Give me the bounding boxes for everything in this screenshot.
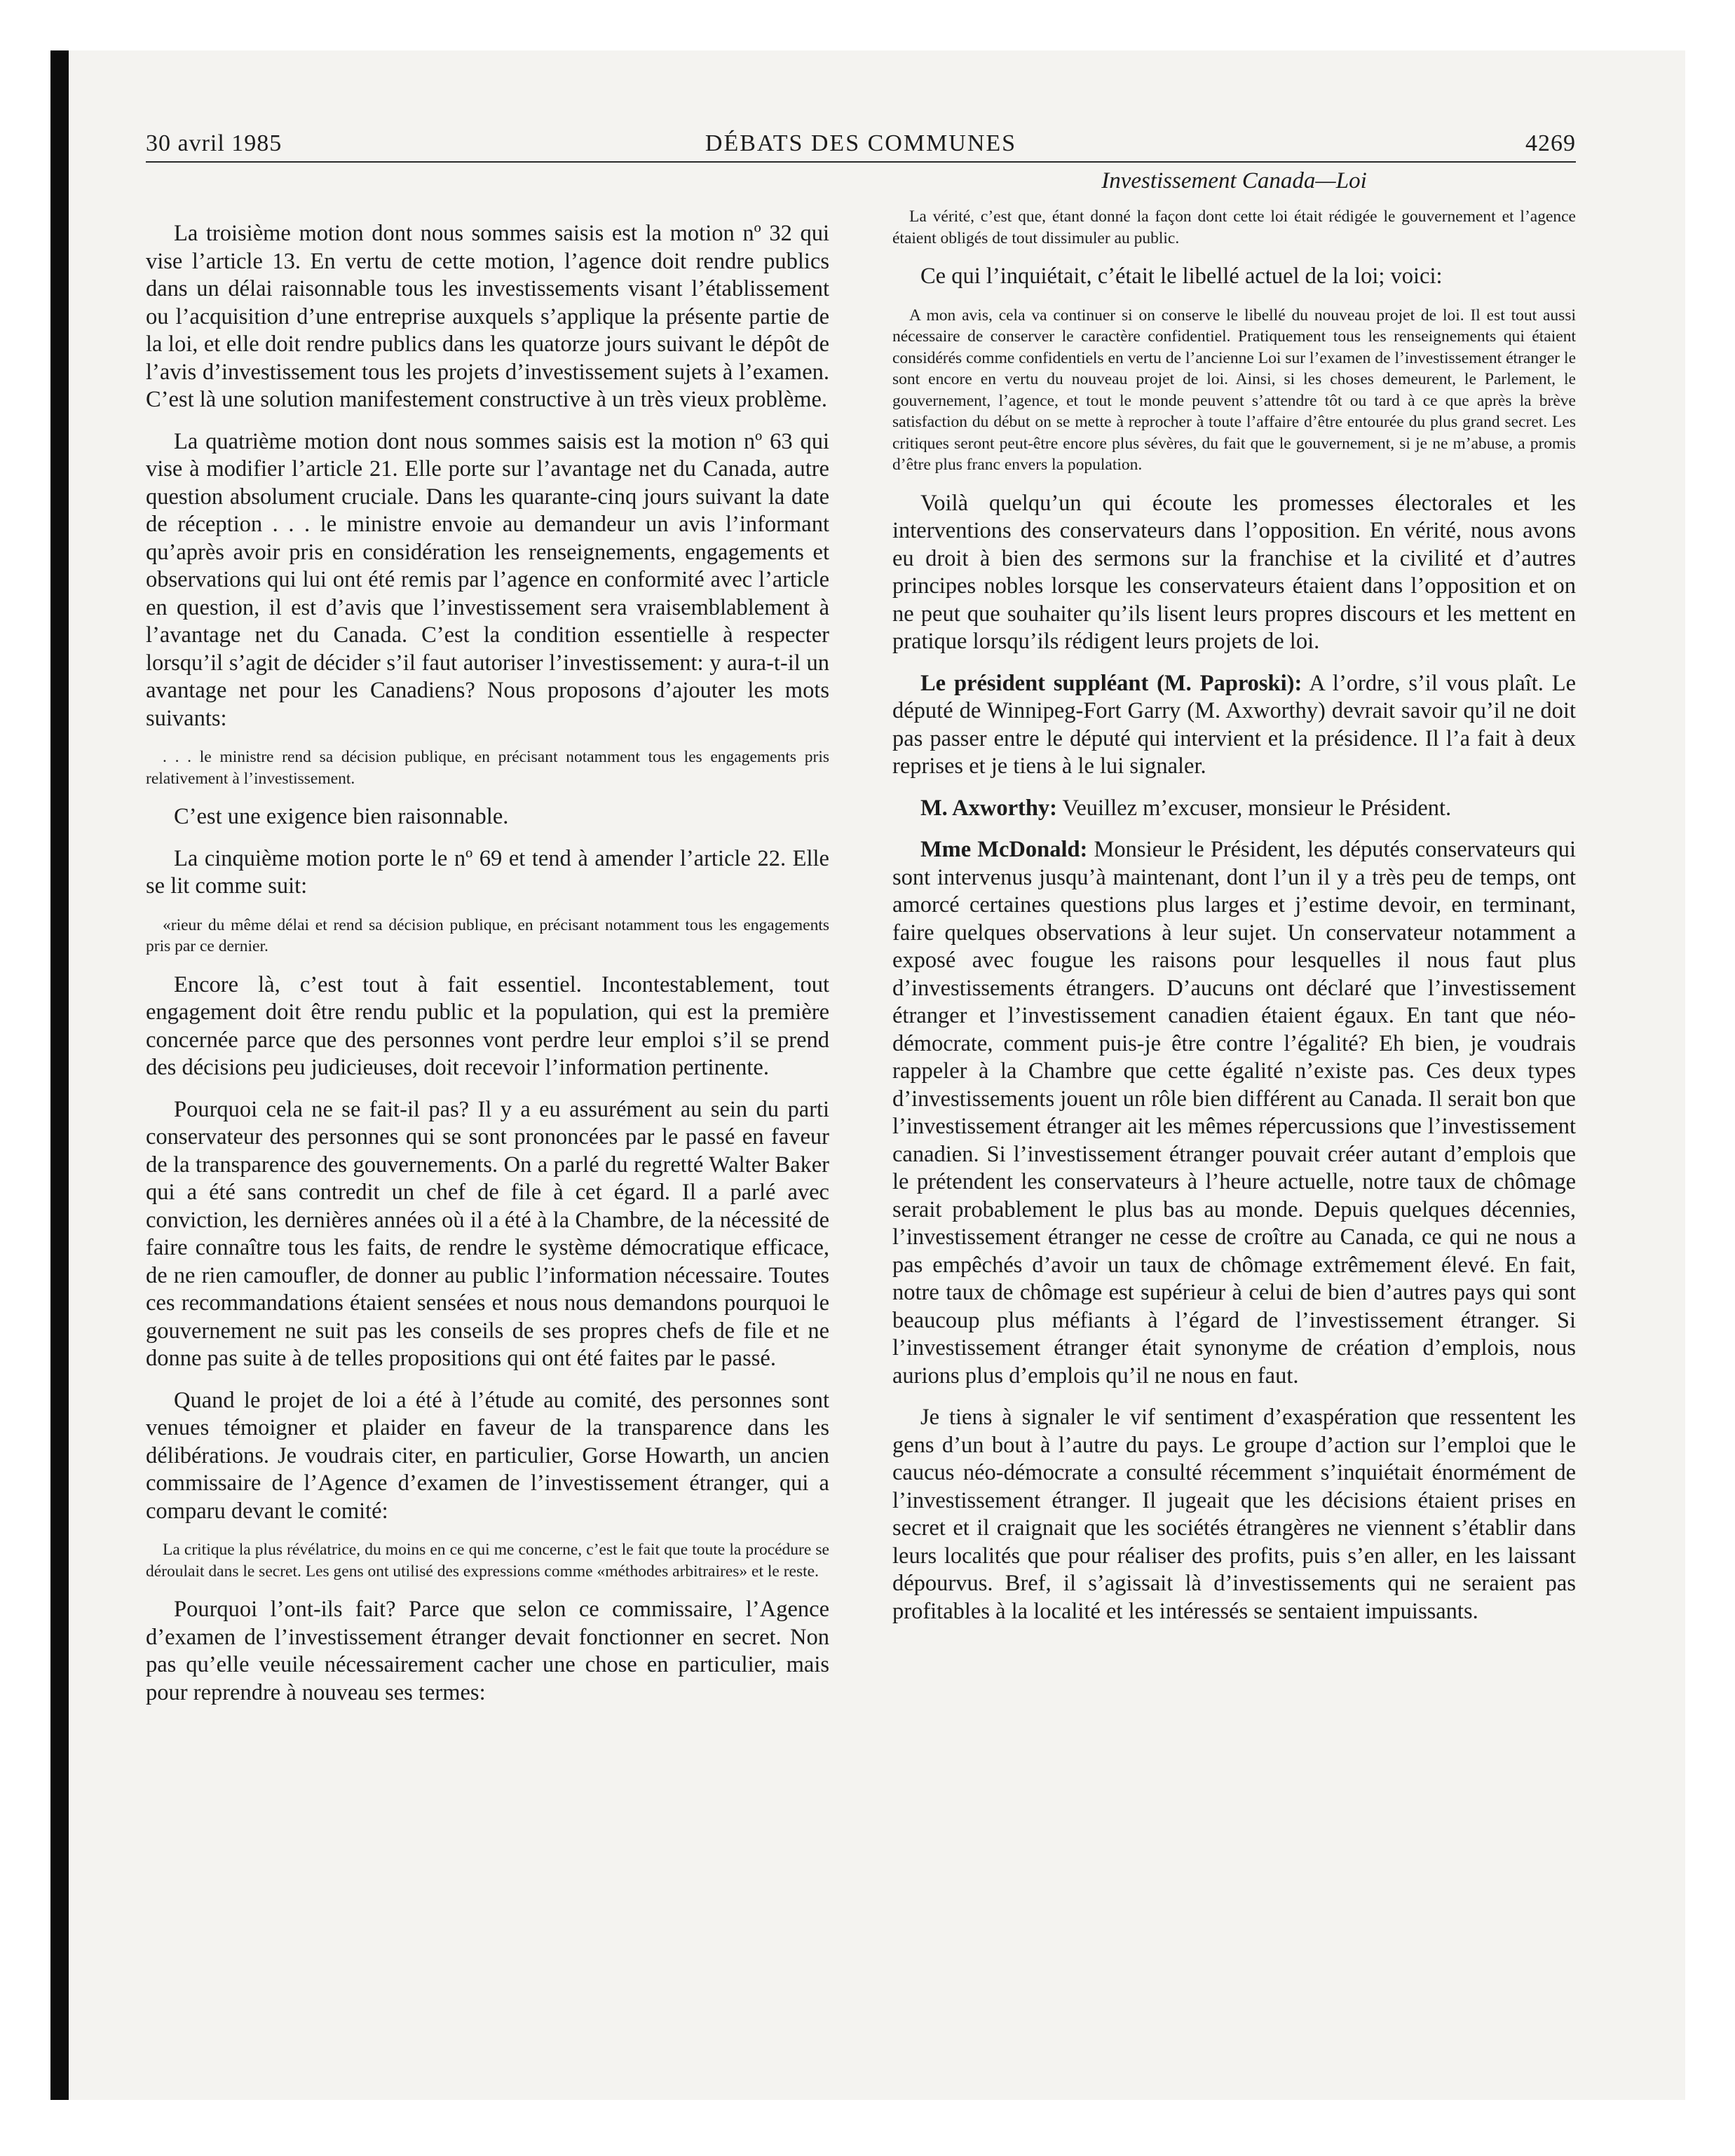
paragraph: Quand le projet de loi a été à l’étude au comité, des personnes sont venues témoigner et plaider en faveur de la transparence dans les délibérations. Je voudrais citer, en particulier, Gorse Howarth, un ancien commissaire de l’Agence d’examen de l’investissement étranger, qui a comparu devant le comité: [146,1387,829,1524]
speaker-name: Le président suppléant (M. Paproski): [920,670,1302,696]
quoted-passage: A mon avis, cela va continuer si on conserve le libellé du nouveau projet de loi. Il est tout aussi nécessaire de conserver le caractère confidentiel. Pratiquement tous les renseignements qui étaient considérés comme confidentiels en vertu de l’ancienne Loi sur l’examen de l’investissement étranger le sont encore en vertu du nouveau projet de loi. Ainsi, si les choses demeurent, le Parlement, le gouvernement, l’agence, et tout le monde peuvent s’attendre tôt ou tard à ce que après la brève satisfaction du début on se mette à reprocher à toute l’affaire d’être entourée du plus grand secret. Les critiques seront peut-être encore plus sévères, du fait que le gouvernement, si je ne m’abuse, a promis d’être plus franc envers la population. [892,306,1576,474]
speaker-name: Mme McDonald: [920,837,1088,862]
paragraph: La cinquième motion porte le nº 69 et tend à amender l’article 22. Elle se lit comme suit: [146,845,829,899]
quoted-passage: . . . le ministre rend sa décision publique, en précisant notamment tous les engagements pris relativement à l’investissement. [146,748,829,788]
page-content [146,128,1577,1705]
speech-text: A l’ordre, s’il vous plaît. Le député de Winnipeg-Fort Garry (M. Axworthy) devrait savoir qu’il ne doit pas passer entre le député qui intervient et la présidence. Il l’a fait à deux reprises et je tiens à le lui signaler. [892,670,1576,779]
document-page [69,50,1685,2100]
speech-paragraph [892,836,1576,1390]
scan-edge [50,50,69,2100]
paragraph: La quatrième motion dont nous sommes saisis est la motion nº 63 qui vise à modifier l’article 21. Elle porte sur l’avantage net du Canada, autre question absolument cruciale. Dans les quarante-cinq jours suivant la date de réception . . . le ministre envoie au demandeur un avis l’informant qu’après avoir pris en considération les renseignements, engagements et observations qui lui ont été remis par l’agence en conformité avec l’article en question, il est d’avis que l’investissement sera vraisemblablement à l’avantage net du Canada. C’est la condition essentielle à respecter lorsqu’il s’agit de décider s’il faut autoriser l’investissement: y aura-t-il un avantage net pour les Canadiens? Nous proposons d’ajouter les mots suivants: [146,428,829,731]
speech-text: Monsieur le Président, les députés conservateurs qui sont intervenus jusqu’à maintenant, dont l’un il y a très peu de temps, ont amorcé certaines questions plus larges et j’estime devoir, en terminant, faire quelques observations à leur sujet. Un conservateur notamment a exposé avec fougue les raisons pour lesquelles il nous faut plus d’investissements étrangers. D’aucuns ont déclaré que l’investissement étranger et l’investissement canadien étaient égaux. En tant que néo-démocrate, comment puis-je être contre l’égalité? Eh bien, je voudrais rappeler à la Chambre que cette égalité n’existe pas. Ces deux types d’investissements jouent un rôle bien différent au Canada. Il serait bon que l’investissement étranger ait les mêmes répercussions que l’investissement canadien. Si l’investissement étranger pouvait créer autant d’emplois que le prétendent les conservateurs à l’heure actuelle, notre taux de chômage serait probablement le plus bas au monde. Depuis quelques décennies, l’investissement étranger ne cesse de croître au Canada, ce qui ne nous a pas empêchés d’avoir un taux de chômage extrêmement élevé. En fait, notre taux de chômage est supérieur à celui de bien d’autres pays qui sont beaucoup plus méfiants à l’égard de l’investissement étranger. Si l’investissement étranger était synonyme de création d’emplois, nous aurions plus d’emplois qu’il ne nous en faut. [892,837,1577,1389]
right-column [892,168,1576,1639]
paragraph: Pourquoi cela ne se fait-il pas? Il y a eu assurément au sein du parti conservateur des personnes qui se sont prononcées par le passé en faveur de la transparence des gouvernements. On a parlé du regretté Walter Baker qui a été sans contredit un chef de file à cet égard. Il a parlé avec conviction, les dernières années où il a été à la Chambre, de la nécessité de faire connaître tous les faits, de rendre le système démocratique efficace, de ne rien camoufler, de donner au public l’information nécessaire. Toutes ces recommandations étaient sensées et nous nous demandons pourquoi le gouvernement ne suit pas les conseils de ses propres chefs de file et ne donne pas suite à de telles propositions qui ont été faites par le passé. [146,1096,829,1371]
header-rule [146,161,1576,163]
page-number: 4269 [1525,130,1576,156]
paragraph: La troisième motion dont nous sommes saisis est la motion nº 32 qui vise l’article 13. En vertu de cette motion, l’agence doit rendre publics dans un délai raisonnable tous les investissements visant l’établissement ou l’acquisition d’une entreprise auxquels s’applique la présente partie de la loi, et elle doit rendre publics dans les quatorze jours suivant le dépôt de l’avis d’investissement tous les projets d’investissement sujets à l’examen. C’est là une solution manifestement constructive à un très vieux problème. [146,221,829,412]
paragraph: Ce qui l’inquiétait, c’était le libellé actuel de la loi; voici: [920,264,1443,289]
quoted-passage: La vérité, c’est que, étant donné la façon dont cette loi était rédigée le gouvernement et l’agence étaient obligés de tout dissimuler au public. [892,207,1576,247]
quoted-passage: La critique la plus révélatrice, du moins en ce qui me concerne, c’est le fait que toute la procédure se déroulait dans le secret. Les gens ont utilisé des expressions comme «méthodes arbitraires» et le reste. [146,1541,829,1581]
header-date: 30 avril 1985 [146,130,283,156]
paragraph: C’est une exigence bien raisonnable. [174,804,509,829]
speech-paragraph [892,795,1576,823]
speaker-name: M. Axworthy: [920,795,1057,821]
speech-text: Veuillez m’excuser, monsieur le Président. [1056,795,1452,821]
header-title: DÉBATS DES COMMUNES [705,130,1017,156]
quoted-passage: «rieur du même délai et rend sa décision publique, en précisant notamment tous les engagements pris par ce dernier. [146,915,829,955]
running-title: Investissement Canada—Loi [1101,168,1367,193]
speech-paragraph [892,670,1576,781]
paragraph: Je tiens à signaler le vif sentiment d’exaspération que ressentent les gens d’un bout à l’autre du pays. Le groupe d’action sur l’emploi que le caucus néo-démocrate a consulté récemment s’inquiétait énormément de l’investissement étranger. Il jugeait que les décisions étaient prises en secret et il craignait que les sociétés étrangères ne viennent s’établir dans leurs localités que pour réaliser des profits, puis s’en aller, en les laissant dépourvus. Bref, il s’agissait là d’investissements qui ne seraient pas profitables à la localité et les intéressés se sentaient impuissants. [892,1405,1576,1624]
paragraph: Pourquoi l’ont-ils fait? Parce que selon ce commissaire, l’Agence d’examen de l’investissement étranger devait fonctionner en secret. Non pas qu’elle veuile nécessairement cacher une chose en particulier, mais pour reprendre à nouveau ses termes: [146,1597,829,1705]
paragraph: Voilà quelqu’un qui écoute les promesses électorales et les interventions des conservateurs dans l’opposition. En vérité, nous avons eu droit à bien des sermons sur la franchise et la civilité et d’autres principes nobles lorsque les conservateurs étaient dans l’opposition et on ne peut que souhaiter qu’ils lisent leurs propres discours et les mettent en pratique lorsqu’ils rédigent leurs projets de loi. [892,490,1576,654]
page-header [146,128,1576,160]
paragraph: Encore là, c’est tout à fait essentiel. Incontestablement, tout engagement doit être rendu public et la population, qui est la première concernée parce que des personnes vont perdre leur emploi s’il se prend des décisions peu judicieuses, doit recevoir l’information pertinente. [146,971,829,1080]
right-column-body [892,206,1576,1625]
left-column [146,220,829,1721]
